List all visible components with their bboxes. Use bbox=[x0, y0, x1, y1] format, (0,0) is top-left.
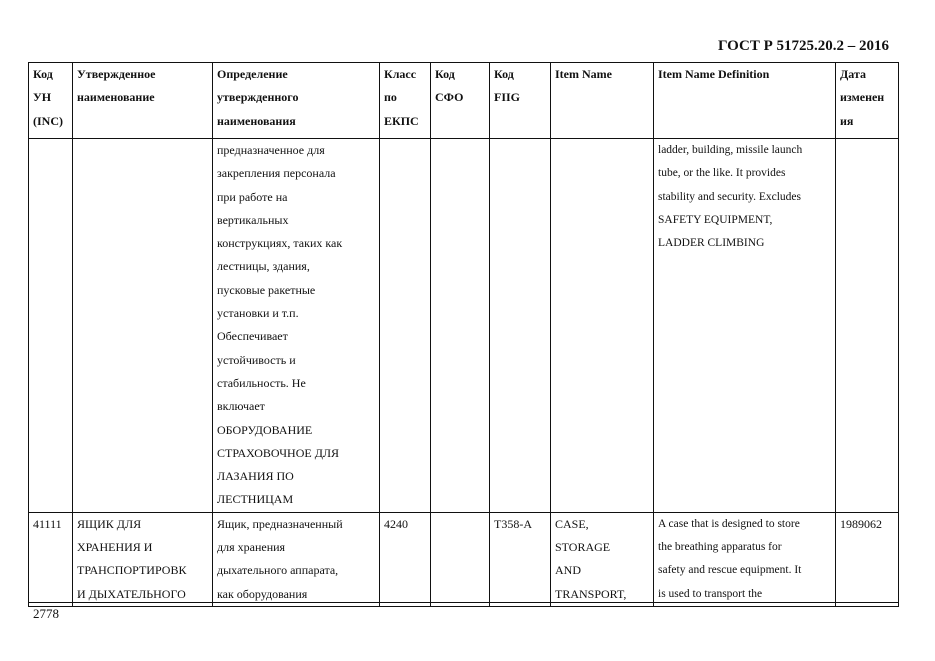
cell-approved-name: ЯЩИК ДЛЯ ХРАНЕНИЯ И ТРАНСПОРТИРОВК И ДЫХАТЕЛЬНОГО bbox=[73, 512, 213, 606]
cell-item-name bbox=[551, 139, 654, 513]
table-header-row bbox=[29, 63, 899, 139]
cell-inc: 41111 bbox=[29, 512, 73, 606]
table-bottom-rule bbox=[28, 602, 898, 603]
cell-sfo bbox=[431, 139, 490, 513]
cell-class bbox=[380, 139, 431, 513]
cell-date bbox=[836, 139, 899, 513]
column-header-definition: Определение утвержденного наименования bbox=[213, 63, 380, 139]
column-header-date: Дата изменен ия bbox=[836, 63, 899, 139]
document-title: ГОСТ Р 51725.20.2 – 2016 bbox=[717, 38, 889, 54]
cell-class: 4240 bbox=[380, 512, 431, 606]
column-header-sfo: Код СФО bbox=[431, 63, 490, 139]
cell-inc bbox=[29, 139, 73, 513]
column-header-item-name: Item Name bbox=[551, 63, 654, 139]
cell-date: 1989062 bbox=[836, 512, 899, 606]
column-header-fiig: Код FIIG bbox=[490, 63, 551, 139]
cell-sfo bbox=[431, 512, 490, 606]
cell-item-definition: ladder, building, missile launch tube, or the like. It provides stability and security. Excludes SAFETY EQUIPMENT, LADDER CLIMBING bbox=[654, 139, 836, 513]
cell-item-definition: A case that is designed to store the breathing apparatus for safety and rescue equipment. It is used to transport the bbox=[654, 512, 836, 606]
cell-definition: предназначенное для закрепления персонала при работе на вертикальных конструкциях, таких как лестницы, здания, пусковые ракетные установки и т.п. Обеспечивает устойчивость и стабильность. Не включает ОБОРУДОВАНИЕ СТРАХОВОЧНОЕ ДЛЯ ЛАЗАНИЯ ПО ЛЕСТНИЦАМ bbox=[213, 139, 380, 513]
column-header-item-definition: Item Name Definition bbox=[654, 63, 836, 139]
cell-approved-name bbox=[73, 139, 213, 513]
classification-table bbox=[28, 62, 899, 607]
column-header-class: Класс по ЕКПС bbox=[380, 63, 431, 139]
page-number: 2778 bbox=[33, 606, 59, 621]
column-header-inc: Код УН (INC) bbox=[29, 63, 73, 139]
table-row bbox=[29, 139, 899, 513]
table-row bbox=[29, 512, 899, 606]
column-header-approved-name: Утвержденное наименование bbox=[73, 63, 213, 139]
cell-fiig bbox=[490, 139, 551, 513]
cell-definition: Ящик, предназначенный для хранения дыхательного аппарата, как оборудования bbox=[213, 512, 380, 606]
cell-fiig: T358-A bbox=[490, 512, 551, 606]
cell-item-name: CASE, STORAGE AND TRANSPORT, bbox=[551, 512, 654, 606]
